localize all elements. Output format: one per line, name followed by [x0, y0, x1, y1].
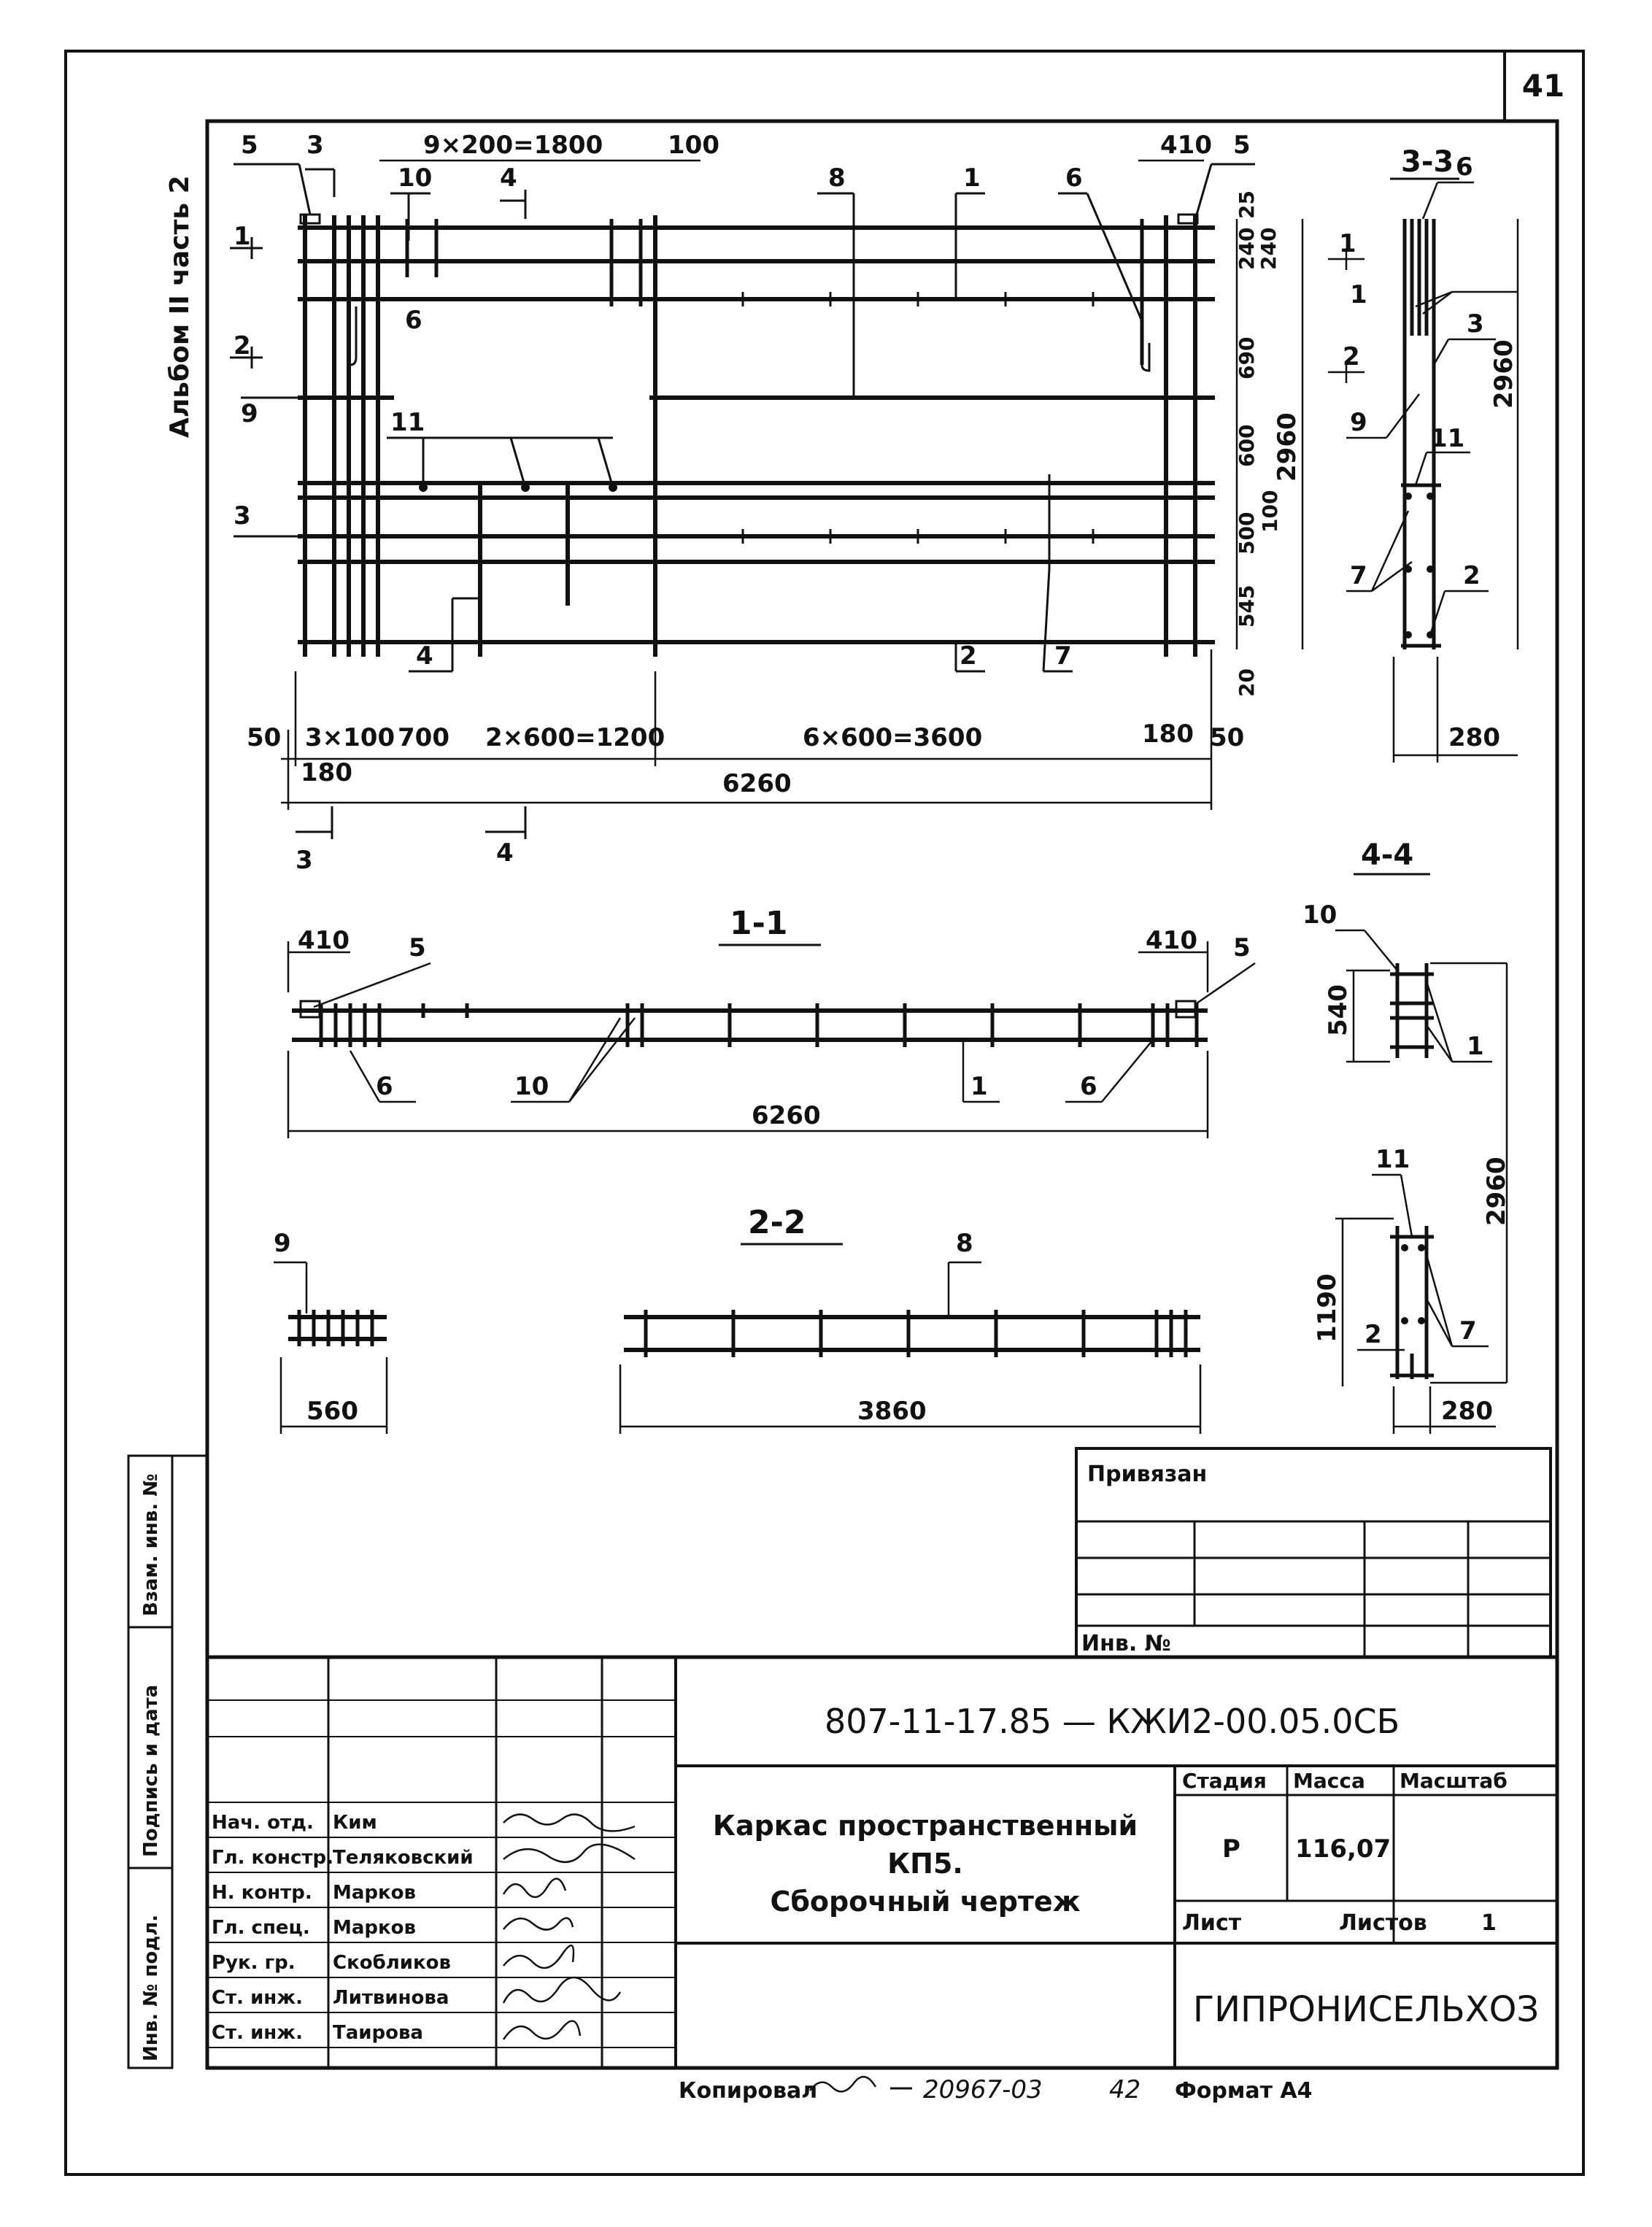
- role-6: Ст. инж.: [212, 2022, 304, 2044]
- section-2-2: [274, 1204, 1200, 1434]
- section-4-4: [1302, 838, 1511, 1434]
- title-block-text: [140, 1462, 1539, 2061]
- dim-bot-total: 6260: [722, 769, 792, 798]
- s33-dim-280: 280: [1448, 723, 1500, 752]
- name-6: Таирова: [333, 2022, 423, 2044]
- dim-top-410: 410: [1160, 131, 1212, 160]
- s44-dim-540: 540: [1324, 984, 1353, 1036]
- stage-value: Р: [1222, 1834, 1240, 1864]
- side-podpis: Подпись и дата: [140, 1684, 162, 1857]
- s44-dim-280: 280: [1441, 1397, 1493, 1426]
- inv-no-label: Инв. №: [1081, 1631, 1171, 1656]
- s33-callout-2: 2: [1463, 561, 1481, 590]
- dim-bot-180b: 180: [1142, 719, 1194, 749]
- dim-right-240a: 240: [1235, 227, 1259, 270]
- album-side-label: Альбом II часть 2: [165, 175, 195, 438]
- s11-dim-410-left: 410: [298, 926, 350, 955]
- callout-2-left: 2: [233, 331, 251, 360]
- plan-view: [298, 215, 1215, 657]
- dim-bot-6x600: 6×600=3600: [803, 723, 983, 752]
- section-2-2-title: 2-2: [748, 1204, 806, 1241]
- callout-8: 8: [828, 163, 846, 193]
- side-inv: Инв. № подл.: [140, 1914, 162, 2061]
- s44-dim-1190: 1190: [1313, 1273, 1342, 1343]
- title-block-grid: [128, 1448, 1557, 2068]
- section-3-3-title: 3-3: [1401, 145, 1454, 179]
- callout-5-right: 5: [1233, 131, 1251, 160]
- sheet-label: Лист: [1182, 1910, 1242, 1936]
- s33-callout-7: 7: [1350, 561, 1367, 590]
- dim-bot-3x100: 3×100: [305, 723, 395, 752]
- sheets-value: 1: [1481, 1910, 1497, 1936]
- dim-right-500: 500: [1235, 512, 1259, 555]
- name-3: Марков: [333, 1917, 416, 1939]
- name-4: Скобликов: [333, 1952, 451, 1974]
- callout-3-left: 3: [233, 501, 251, 530]
- footer-copy-number: 20967-03: [923, 2075, 1043, 2104]
- name-1: Теляковский: [333, 1847, 474, 1869]
- dim-bot-50b: 50: [1210, 723, 1245, 752]
- s44-callout-2: 2: [1365, 1320, 1382, 1349]
- role-1: Гл. констр.: [212, 1847, 333, 1869]
- dim-top-100: 100: [668, 131, 719, 160]
- section-1-1: [288, 905, 1255, 1138]
- plan-callouts: [233, 131, 1251, 875]
- s11-callout-1: 1: [970, 1072, 988, 1101]
- callout-1-top: 1: [963, 163, 981, 193]
- callout-5-left: 5: [241, 131, 258, 160]
- dim-top-spacing: 9×200=1800: [423, 131, 603, 160]
- dim-right-545: 545: [1235, 584, 1259, 628]
- s33-callout-3: 3: [1467, 309, 1484, 339]
- s33-callout-1-cut: 1: [1339, 229, 1356, 258]
- callout-4-bottom: 4: [416, 641, 433, 671]
- role-0: Нач. отд.: [212, 1812, 314, 1834]
- s22-dim-560: 560: [306, 1397, 358, 1426]
- dim-right-100: 100: [1258, 490, 1282, 533]
- callout-10-top: 10: [398, 163, 433, 193]
- title-line-3: Сборочный чертеж: [770, 1886, 1081, 1918]
- section-3-3: [1328, 145, 1518, 763]
- dim-bot-50a: 50: [247, 723, 282, 752]
- s33-callout-1: 1: [1350, 280, 1367, 309]
- organization: ГИПРОНИСЕЛЬХОЗ: [1192, 1989, 1540, 2030]
- s11-dim-410-right: 410: [1146, 926, 1197, 955]
- dim-right-20: 20: [1235, 668, 1259, 697]
- dim-bot-180a: 180: [301, 758, 352, 787]
- doc-code: 807-11-17.85 — КЖИ2-00.05.0СБ: [825, 1702, 1400, 1741]
- dim-right-25: 25: [1235, 190, 1259, 219]
- section-4-4-title: 4-4: [1361, 838, 1414, 872]
- title-line-2: КП5.: [887, 1848, 963, 1880]
- stage-header: Стадия: [1182, 1769, 1267, 1793]
- s33-callout-2-cut: 2: [1343, 342, 1360, 371]
- s33-dim-2960: 2960: [1489, 339, 1518, 409]
- s33-callout-9: 9: [1350, 408, 1367, 437]
- s44-callout-1: 1: [1467, 1032, 1484, 1061]
- callout-9-left: 9: [241, 399, 258, 428]
- footer-copy-page: 42: [1109, 2075, 1141, 2104]
- callout-4-top: 4: [500, 163, 517, 193]
- dim-right-690: 690: [1235, 336, 1259, 379]
- sheet-number: 41: [1521, 68, 1565, 104]
- callout-6-right: 6: [1065, 163, 1083, 193]
- title-line-1: Каркас пространственный: [712, 1810, 1138, 1842]
- role-4: Рук. гр.: [212, 1952, 296, 1974]
- s22-callout-9: 9: [274, 1229, 291, 1258]
- s44-dim-2960: 2960: [1482, 1157, 1511, 1226]
- s44-callout-7: 7: [1459, 1316, 1477, 1346]
- dim-right-240b: 240: [1257, 227, 1281, 270]
- s11-callout-5-left: 5: [409, 933, 426, 962]
- role-2: Н. контр.: [212, 1882, 312, 1904]
- footer-copied: Копировал: [679, 2078, 818, 2104]
- s11-callout-6-left: 6: [376, 1072, 393, 1101]
- cut-3-label: 3: [296, 846, 313, 875]
- s33-callout-6: 6: [1456, 153, 1473, 182]
- sheets-label: Листов: [1339, 1910, 1427, 1936]
- callout-7-bottom: 7: [1054, 641, 1072, 671]
- scale-header: Масштаб: [1400, 1769, 1508, 1793]
- section-1-1-title: 1-1: [730, 905, 788, 942]
- s22-dim-3860: 3860: [857, 1397, 927, 1426]
- s33-callout-11: 11: [1430, 424, 1465, 453]
- role-5: Ст. инж.: [212, 1987, 304, 2009]
- mass-value: 116,07: [1295, 1834, 1392, 1864]
- side-vzam: Взам. инв. №: [140, 1473, 162, 1616]
- callout-6-left: 6: [405, 306, 422, 335]
- s11-callout-5-right: 5: [1233, 933, 1251, 962]
- callout-1-left: 1: [233, 222, 251, 251]
- s11-dim-6260: 6260: [752, 1101, 821, 1130]
- mass-header: Масса: [1293, 1769, 1365, 1793]
- footer: [679, 2075, 1313, 2104]
- dim-right-600: 600: [1235, 424, 1259, 467]
- name-0: Ким: [333, 1812, 377, 1834]
- s11-callout-10: 10: [514, 1072, 549, 1101]
- dim-bot-2x600: 2×600=1200: [485, 723, 665, 752]
- footer-format: Формат А4: [1175, 2078, 1313, 2104]
- s22-callout-8: 8: [956, 1229, 973, 1258]
- cut-4-label: 4: [496, 838, 514, 868]
- signatures: [503, 1815, 635, 2039]
- role-3: Гл. спец.: [212, 1917, 310, 1939]
- s44-callout-11: 11: [1375, 1145, 1410, 1174]
- dim-bot-700: 700: [398, 723, 449, 752]
- s11-callout-6-right: 6: [1080, 1072, 1097, 1101]
- callout-2-bottom: 2: [960, 641, 977, 671]
- dim-right-total: 2960: [1273, 412, 1302, 482]
- callout-3-top: 3: [306, 131, 324, 160]
- name-2: Марков: [333, 1882, 416, 1904]
- s44-callout-10: 10: [1302, 900, 1338, 930]
- privyazan-label: Привязан: [1087, 1462, 1208, 1487]
- name-5: Литвинова: [333, 1987, 449, 2009]
- callout-11-plan: 11: [390, 408, 425, 437]
